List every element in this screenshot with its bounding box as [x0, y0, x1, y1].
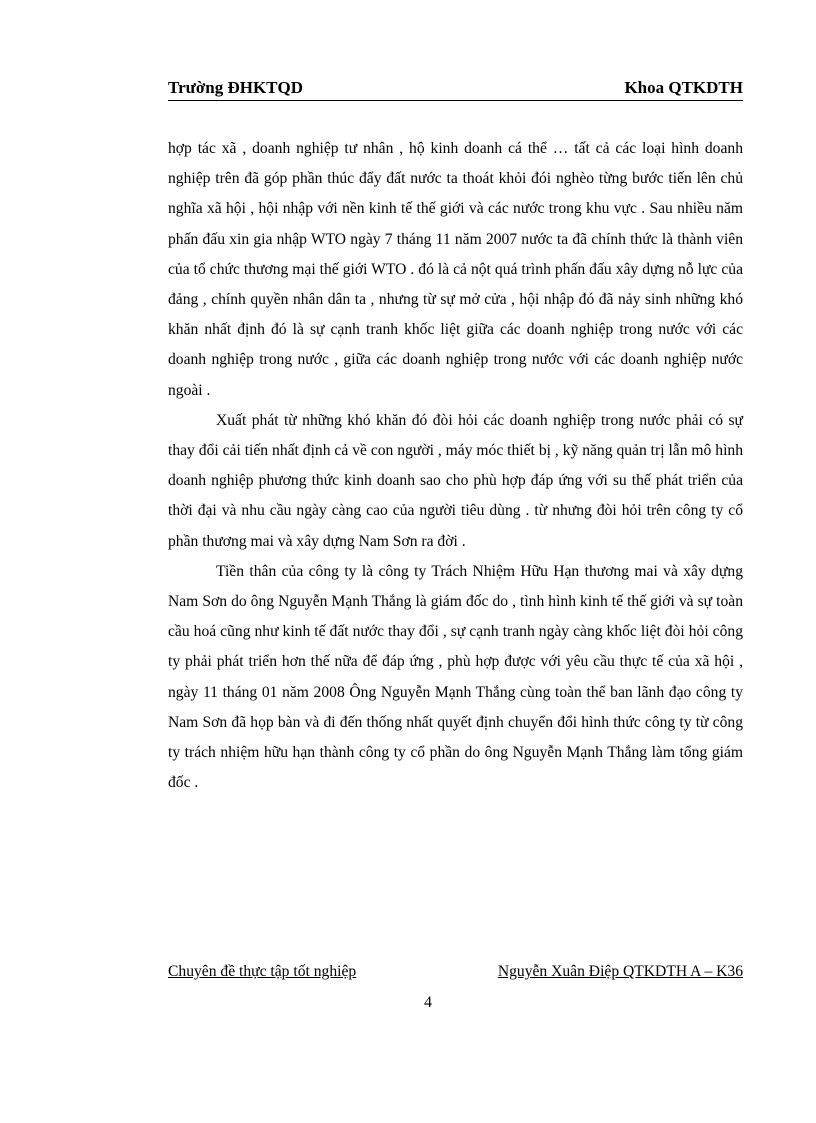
paragraph-1: hợp tác xã , doanh nghiệp tư nhân , hộ kinh doanh cá thể … tất cả các loại hình doanh nghiệp trên đã góp phần thúc đẩy đất nước ta thoát khỏi đói nghèo từng bước tiến lên chủ nghĩa xã hội , hội nhập với nền kinh tế thế giới và các nước trong khu vực . Sau nhiều năm phấn đấu xin gia nhập WTO ngày 7 tháng 11 năm 2007 nước ta đã chính thức là thành viên của tổ chức thương mại thế giới WTO . đó là cả nột quá trình phấn đấu xây dựng nỗ lực của đảng , chính quyền nhân dân ta , nhưng từ sự mở cửa , hội nhập đó đã nảy sinh những khó khăn nhất định đó là sự cạnh tranh khốc liệt giữa các doanh nghiệp trong nước với các doanh nghiệp trong nước , giữa các doanh nghiệp trong nước với các doanh nghiệp nước ngoài .	[168, 140, 743, 399]
header-school: Trường ĐHKTQD	[168, 78, 304, 97]
footer-author: Nguyễn Xuân Điệp QTKDTH A – K36	[497, 963, 743, 980]
header-faculty: Khoa QTKDTH	[624, 78, 743, 97]
footer-title: Chuyên đề thực tập tốt nghiệp	[168, 963, 357, 980]
page-header	[168, 78, 743, 101]
document-body	[168, 134, 743, 798]
paragraph-2: Xuất phát từ những khó khăn đó đòi hỏi các doanh nghiệp trong nước phải có sự thay đổi cải tiến nhất định cả về con người , máy móc thiết bị , kỹ năng quản trị lẫn mô hình doanh nghiệp phương thức kinh doanh sao cho phù hợp đáp ứng với su thế phát triển của thời đại và nhu cầu ngày càng cao của người tiêu dùng . từ nhưng đòi hỏi trên công ty cổ phần thương mai và xây dựng Nam Sơn ra đời .	[168, 411, 743, 550]
page-footer	[168, 963, 743, 983]
paragraph-3: Tiền thân của công ty là công ty Trách Nhiệm Hữu Hạn thương mai và xây dựng Nam Sơn do ông Nguyễn Mạnh Thắng là giám đốc do , tình hình kinh tế thế giới và sự toàn cầu hoá cũng như kinh tế đất nước thay đổi , sự cạnh tranh ngày càng khốc liệt đòi hỏi công ty phải phát triển hơn thế nữa để đáp ứng , phù hợp được với yêu cầu thực tế của xã hội , ngày 11 tháng 01 năm 2008 Ông Nguyễn Mạnh Thắng cùng toàn thể ban lãnh đạo công ty Nam Sơn đã họp bàn và đi đến thống nhất quyết định chuyển đổi hình thức công ty từ công ty trách nhiệm hữu hạn thành công ty cổ phần do ông Nguyễn Mạnh Thắng làm tổng giám đốc .	[168, 562, 743, 792]
page-number: 4	[424, 994, 432, 1011]
